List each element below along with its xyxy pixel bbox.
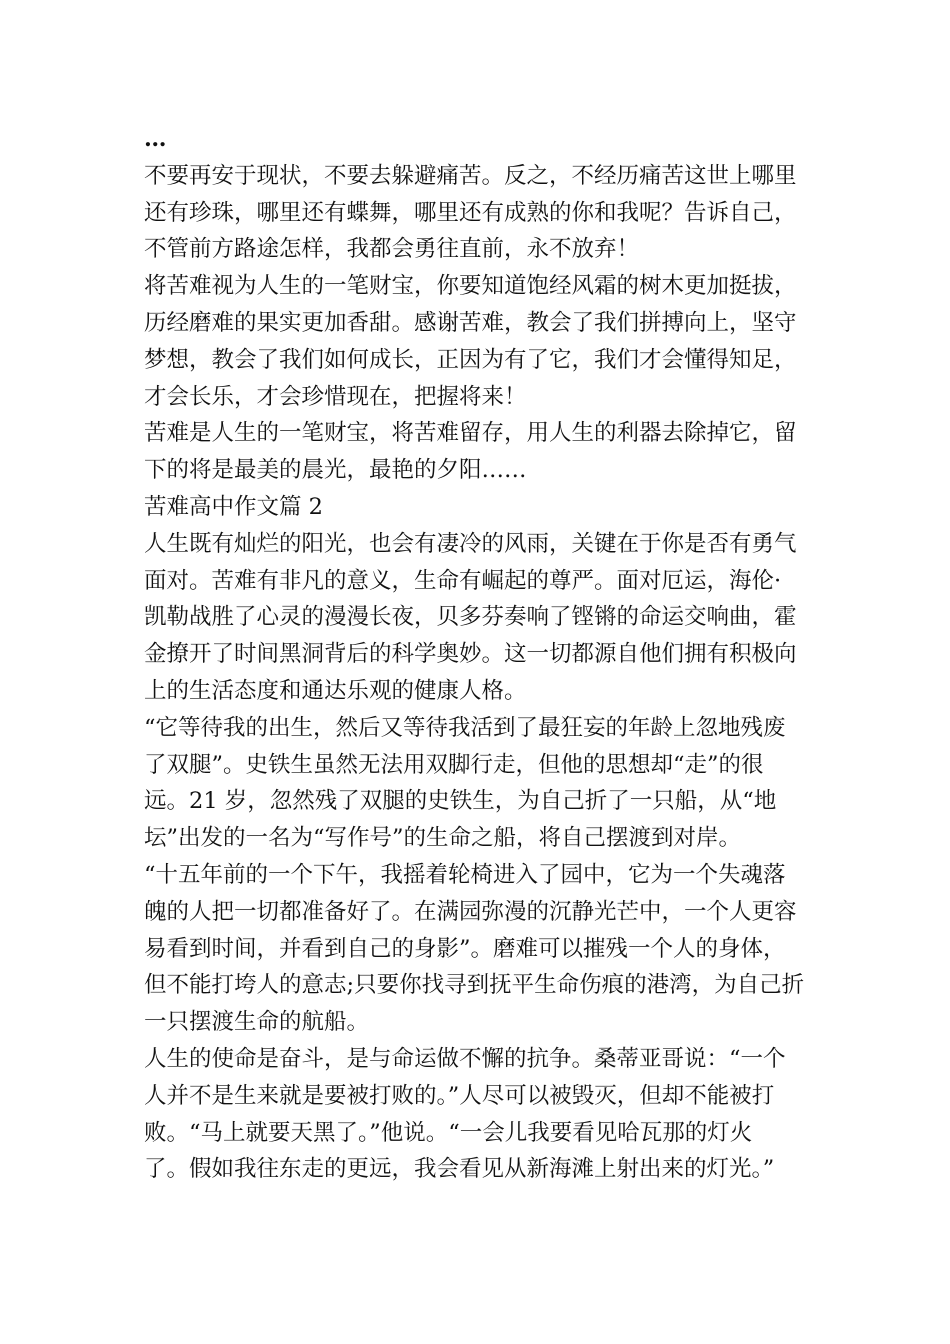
leading-ellipsis: … [144,126,168,152]
paragraph-line: 才会长乐，才会珍惜现在，把握将来！ [144,383,527,410]
paragraph-line: 人生既有灿烂的阳光，也会有凄冷的风雨，关键在于你是否有勇气 [144,530,797,557]
paragraph-line: 了双腿”。史铁生虽然无法用双脚行走，但他的思想却“走”的很 [144,751,764,778]
paragraph-line: 梦想，教会了我们如何成长，正因为有了它，我们才会懂得知足， [144,346,797,373]
paragraph-line: 败。“马上就要天黑了。”他说。“一会儿我要看见哈瓦那的灯火 [144,1119,753,1146]
paragraph-line: 人并不是生来就是要被打败的。”人尽可以被毁灭，但却不能被打 [144,1082,775,1109]
paragraph-line: 坛”出发的一名为“写作号”的生命之船，将自己摆渡到对岸。 [144,825,742,852]
paragraph-line: 人生的使命是奋斗，是与命运做不懈的抗争。桑蒂亚哥说：“一个 [144,1045,786,1072]
paragraph-line: “它等待我的出生，然后又等待我活到了最狂妄的年龄上忽地残废 [144,714,786,741]
paragraph-line: 苦难是人生的一笔财宝，将苦难留存，用人生的利器去除掉它，留 [144,420,797,447]
paragraph-line: 还有珍珠，哪里还有蝶舞，哪里还有成熟的你和我呢？告诉自己， [144,199,797,226]
paragraph-line: 面对。苦难有非凡的意义，生命有崛起的尊严。面对厄运，海伦· [144,567,782,594]
paragraph-line: 凯勒战胜了心灵的漫漫长夜，贝多芬奏响了铿锵的命运交响曲，霍 [144,604,797,631]
paragraph-line: 将苦难视为人生的一笔财宝，你要知道饱经风霜的树木更加挺拔， [144,273,797,300]
paragraph-line: 一只摆渡生命的航船。 [144,1009,370,1036]
paragraph-line: 了。假如我往东走的更远，我会看见从新海滩上射出来的灯光。” [144,1156,775,1183]
paragraph-line: 易看到时间，并看到自己的身影”。磨难可以摧残一个人的身体， [144,935,786,962]
paragraph-line: 历经磨难的果实更加香甜。感谢苦难，教会了我们拼搏向上，坚守 [144,309,797,336]
paragraph-line: “十五年前的一个下午，我摇着轮椅进入了园中，它为一个失魂落 [144,861,786,888]
document-body [144,121,814,1188]
paragraph-line: 但不能打垮人的意志;只要你找寻到抚平生命伤痕的港湾，为自己折 [144,972,805,999]
paragraph-line: 下的将是最美的晨光，最艳的夕阳…… [144,457,527,484]
paragraph-line: 上的生活态度和通达乐观的健康人格。 [144,677,527,704]
paragraph-line: 远。21 岁，忽然残了双腿的史铁生，为自己折了一只船，从“地 [144,788,777,815]
paragraph-line: 金撩开了时间黑洞背后的科学奥妙。这一切都源自他们拥有积极向 [144,641,797,668]
paragraph-line: 魄的人把一切都准备好了。在满园弥漫的沉静光芒中，一个人更容 [144,898,797,925]
paragraph-line: 不管前方路途怎样，我都会勇往直前，永不放弃！ [144,236,640,263]
paragraph-line: 不要再安于现状，不要去躲避痛苦。反之，不经历痛苦这世上哪里 [144,162,797,189]
section-heading: 苦难高中作文篇 2 [144,493,323,520]
